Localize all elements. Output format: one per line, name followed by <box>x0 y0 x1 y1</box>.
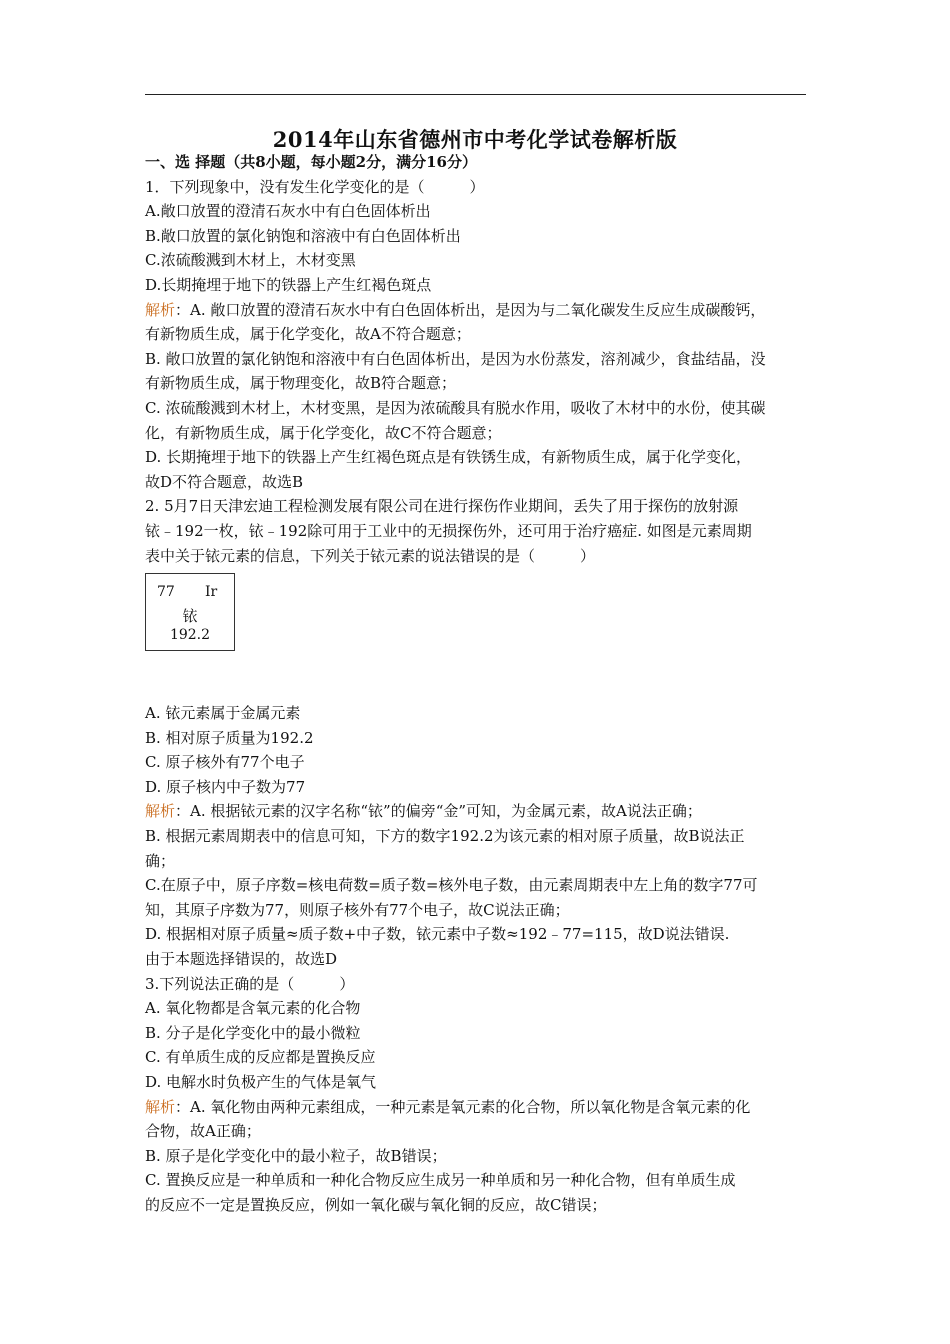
option-b: B. 分子是化学变化中的最小微粒 <box>145 1023 361 1042</box>
question-stem: 2. 5月7日天津宏迪工程检测发展有限公司在进行探伤作业期间，丢失了用于探伤的放射源 <box>145 497 739 516</box>
page-title: 2014年山东省德州市中考化学试卷解析版 <box>272 127 678 152</box>
option-c: C. 有单质生成的反应都是置换反应 <box>145 1048 376 1067</box>
analysis-line: D. 长期掩埋于地下的铁器上产生红褐色斑点是有铁锈生成，有新物质生成，属于化学变化， <box>145 448 752 467</box>
analysis-line: 的反应不一定是置换反应，例如一氧化碳与氧化铜的反应，故C错误； <box>145 1195 607 1214</box>
analysis-line: C. 置换反应是一种单质和一种化合物反应生成另一种单质和另一种化合物，但有单质生成 <box>145 1171 736 1190</box>
section-heading: 一、选 择题（共8小题，每小题2分，满分16分） <box>145 153 477 171</box>
option-c: C. 原子核外有77个电子 <box>145 753 305 772</box>
option-c: C.浓硫酸溅到木材上，木材变黑 <box>145 251 356 270</box>
analysis-line: C. 浓硫酸溅到木材上，木材变黑，是因为浓硫酸具有脱水作用，吸收了木材中的水份，使其碳 <box>145 398 766 417</box>
option-b: B.敞口放置的氯化钠饱和溶液中有白色固体析出 <box>145 226 461 245</box>
analysis-line: 化，有新物质生成，属于化学变化，故C不符合题意； <box>145 423 502 442</box>
periodic-element-card <box>145 573 235 651</box>
analysis-label: 解析 <box>145 300 176 319</box>
atomic-number: 77 <box>157 584 175 601</box>
element-name: 铱 <box>182 607 198 626</box>
analysis-line: 解析：A. 氧化物由两种元素组成，一种元素是氧元素的化合物，所以氧化物是含氧元素的化 <box>145 1097 751 1116</box>
option-a: A.敞口放置的澄清石灰水中有白色固体析出 <box>145 202 431 221</box>
analysis-line: 由于本题选择错误的，故选D <box>145 950 338 969</box>
option-a: A. 氧化物都是含氧元素的化合物 <box>145 999 361 1018</box>
analysis-line: 有新物质生成，属于物理变化，故B符合题意； <box>145 374 457 393</box>
analysis-line: B. 敞口放置的氯化钠饱和溶液中有白色固体析出，是因为水份蒸发，溶剂减少，食盐结晶，没 <box>145 349 766 368</box>
analysis-line: 知，其原子序数为77，则原子核外有77个电子，故C说法正确； <box>145 900 570 919</box>
question-stem: 表中关于铱元素的信息，下列关于铱元素的说法错误的是（ ） <box>145 546 596 565</box>
atomic-mass: 192.2 <box>169 627 211 644</box>
question-2 <box>145 494 810 971</box>
analysis-line: 合物，故A正确； <box>145 1122 261 1141</box>
analysis-line: B. 根据元素周期表中的信息可知，下方的数字192.2为该元素的相对原子质量，故B说法正 <box>145 827 745 846</box>
question-stem: 铱﹣192一枚，铱﹣192除可用于工业中的无损探伤外，还可用于治疗癌症. 如图是元素周期 <box>145 521 752 540</box>
option-d: D. 电解水时负极产生的气体是氧气 <box>145 1073 377 1091</box>
option-b: B. 相对原子质量为192.2 <box>145 728 314 747</box>
analysis-line: C.在原子中，原子序数=核电荷数=质子数=核外电子数，由元素周期表中左上角的数字77可 <box>145 876 758 895</box>
question-1 <box>145 175 810 495</box>
analysis-line: D. 根据相对原子质量≈质子数+中子数，铱元素中子数≈192﹣77=115，故D说法错误. <box>145 925 730 944</box>
option-d: D.长期掩埋于地下的铁器上产生红褐色斑点 <box>145 275 432 294</box>
option-d: D. 原子核内中子数为77 <box>145 777 306 796</box>
element-symbol: Ir <box>205 584 218 601</box>
analysis-line: 解析：A. 敞口放置的澄清石灰水中有白色固体析出，是因为与二氧化碳发生反应生成碳酸钙， <box>145 300 766 319</box>
question-3 <box>145 972 810 1218</box>
option-a: A. 铱元素属于金属元素 <box>145 704 301 723</box>
analysis-line: 故D不符合题意，故选B <box>145 472 304 491</box>
question-stem: 3.下列说法正确的是（ ） <box>145 974 355 993</box>
document-body <box>145 150 810 1218</box>
analysis-line: 有新物质生成，属于化学变化，故A不符合题意； <box>145 325 471 344</box>
header-rule <box>145 94 806 95</box>
analysis-line: B. 原子是化学变化中的最小粒子，故B错误； <box>145 1146 447 1165</box>
analysis-line: 解析：A. 根据铱元素的汉字名称“铱”的偏旁“金”可知，为金属元素，故A说法正确； <box>145 802 702 821</box>
question-stem: 1．下列现象中，没有发生化学变化的是（ ） <box>145 177 485 196</box>
analysis-line: 确； <box>145 851 176 870</box>
analysis-label: 解析 <box>145 802 176 821</box>
analysis-label: 解析 <box>145 1097 176 1116</box>
